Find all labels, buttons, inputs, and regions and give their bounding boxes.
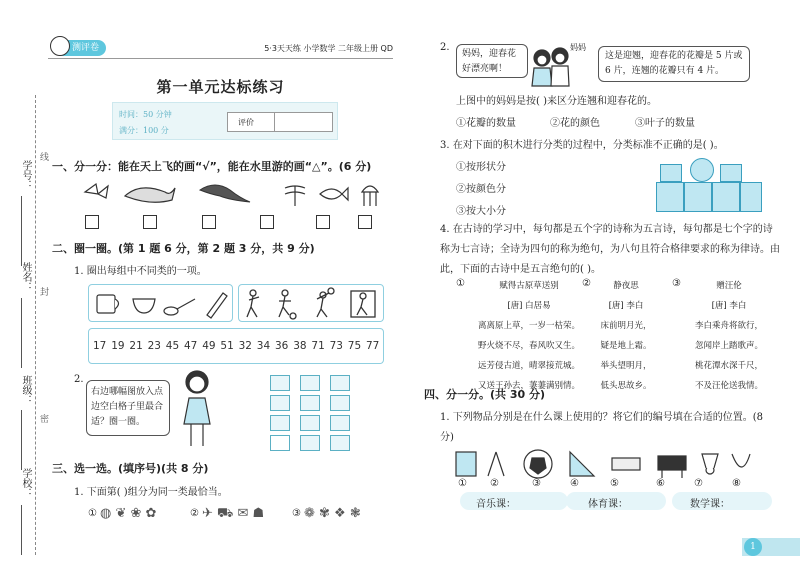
kid-icon xyxy=(530,46,570,88)
item-mark: ③ xyxy=(532,478,541,489)
number-item[interactable]: 32 xyxy=(238,340,252,352)
r-q3: 3. 在对下面的积木进行分类的过程中，分类标准不正确的是( )。 xyxy=(440,140,724,151)
girl-icon xyxy=(176,368,218,454)
kid-bubble: 妈妈，迎春花好漂亮啊！ xyxy=(456,44,528,78)
pencil-icon xyxy=(207,293,227,318)
sports-group xyxy=(238,284,384,322)
student-number-label: 学号： xyxy=(20,160,31,190)
mom-label: 妈妈 xyxy=(570,43,586,52)
grid-cell xyxy=(300,375,320,391)
page-title: 第一单元达标练习 xyxy=(156,78,285,96)
number-item[interactable]: 71 xyxy=(311,340,325,352)
grid-cell xyxy=(330,435,350,451)
music-book-icon xyxy=(456,452,476,476)
answer-box[interactable] xyxy=(143,215,157,229)
s2-q1: 1. 圈出每组中不同类的一项。 xyxy=(74,266,207,277)
section-4-heading: 四、分一分。(共 30 分) xyxy=(424,388,546,401)
animal-pictures xyxy=(80,180,390,208)
grid-cell xyxy=(330,375,350,391)
grid-cell xyxy=(270,415,290,431)
number-item[interactable]: 77 xyxy=(366,340,380,352)
empty-grid-cell[interactable] xyxy=(270,435,290,451)
option-3[interactable]: ③叶子的数量 xyxy=(635,118,695,129)
question-bubble: 右边哪幅图放入点边空白格子里最合适？圈一圈。 xyxy=(86,380,170,436)
r-q2-text: 上图中的妈妈是按( )来区分连翘和迎春花的。 xyxy=(456,96,657,107)
grid-cell xyxy=(270,395,290,411)
number-item[interactable]: 23 xyxy=(147,340,161,352)
eagle-icon xyxy=(200,185,250,202)
grid-cell xyxy=(300,395,320,411)
info-box xyxy=(112,102,338,140)
group-1-mark: ① xyxy=(88,508,97,519)
pe-label: 体育课： xyxy=(588,499,628,510)
jellyfish-icon xyxy=(362,186,378,206)
spoon-icon xyxy=(164,299,195,315)
page-number: 1 xyxy=(744,538,762,556)
grid-cell xyxy=(270,375,290,391)
basketball-player-icon xyxy=(317,288,334,317)
page-header xyxy=(48,40,393,58)
kitchenware-group xyxy=(88,284,233,322)
jump-rope-icon xyxy=(732,454,750,467)
option-2[interactable]: ②按颜色分 xyxy=(456,184,506,195)
number-item[interactable]: 17 xyxy=(93,340,107,352)
test-badge: 测评卷 xyxy=(56,40,106,56)
section-2-heading: 二、圈一圈。(第 1 题 6 分，第 2 题 3 分，共 9 分) xyxy=(52,242,315,255)
poem-1: 赋得古原草送别 [唐] 白居易 离离原上草，一岁一枯荣。 野火烧不尽，春风吹又生。 远芳侵古道，晴翠接荒城。 又送王孙去，萋萋满别情。 xyxy=(477,281,580,391)
piano-icon xyxy=(658,456,686,478)
number-item[interactable]: 19 xyxy=(111,340,125,352)
tennis-player-icon xyxy=(247,290,259,317)
r-s4-q1: 1. 下列物品分别是在什么课上使用的？将它们的编号填在合适的位置。(8 分) xyxy=(440,412,763,443)
name-label: 姓名： xyxy=(20,262,31,292)
r-q4: 4. 在古诗的学习中，每句都是五个字的诗称为五言诗，每句都是七个字的诗称为七言诗；全诗为四句的称为绝句，为八句且符合格律要求的称为律诗。由此，下面的古诗中是五言绝句的( )。 xyxy=(440,224,780,275)
option-1[interactable]: ①按形状分 xyxy=(456,162,506,173)
number-item[interactable]: 75 xyxy=(347,340,362,352)
answer-box[interactable] xyxy=(85,215,99,229)
item-mark: ② xyxy=(490,478,499,489)
school-label: 学校： xyxy=(20,468,31,498)
item-mark: ④ xyxy=(570,478,579,489)
number-item[interactable]: 21 xyxy=(129,340,143,352)
answer-box[interactable] xyxy=(260,215,274,229)
number-item[interactable]: 49 xyxy=(202,340,216,352)
number-item[interactable]: 47 xyxy=(184,340,198,352)
item-mark: ⑧ xyxy=(732,478,741,489)
group-2-mark: ② xyxy=(190,508,199,519)
triangle-ruler-icon xyxy=(570,452,594,476)
number-item[interactable]: 45 xyxy=(165,340,180,352)
grid-cell xyxy=(300,415,320,431)
poem-2: 静夜思 [唐] 李白 床前明月光， 疑是地上霜。 举头望明月， 低头思故乡。 xyxy=(600,281,652,391)
evaluation-box[interactable]: 评价 xyxy=(227,112,333,132)
cut-line xyxy=(35,95,36,555)
kid-face-icon xyxy=(50,36,70,56)
whale-icon xyxy=(125,188,175,202)
poem-3: 赠汪伦 [唐] 李白 李白乘舟将欲行， 忽闻岸上踏歌声。 桃花潭水深千尺， 不及汪伦送我情。 xyxy=(694,281,763,391)
time-label: 时间：50 分钟 xyxy=(119,110,172,119)
answer-box[interactable] xyxy=(316,215,330,229)
soccer-ball-icon xyxy=(524,450,552,478)
option-3[interactable]: ③按大小分 xyxy=(456,206,506,217)
grid-cell xyxy=(330,395,350,411)
item-mark: ⑦ xyxy=(694,478,703,489)
answer-box[interactable] xyxy=(202,215,216,229)
number-item[interactable]: 73 xyxy=(329,340,343,352)
grid-cell xyxy=(330,415,350,431)
number-item[interactable]: 38 xyxy=(293,340,307,352)
poem-area: ① 赋得古原草送别 [唐] 白居易 离离原上草，一岁一枯荣。 野火烧不尽，春风吹又生。 远芳侵古道，晴翠接荒城。 又送王孙去，萋萋满别情。 ② 静夜思 [唐] 李白 床前明月光， 疑是地上霜。 举头望明月， 低头思故乡。 ③ 赠汪伦 [唐] 李白 李白乘舟将欲行， 忽闻岸上踏歌声。 桃花潭水深千尺， 不及汪伦送我情。 xyxy=(456,276,776,386)
animal-group-icon: ❁ ✾ ❖ ❃ xyxy=(304,506,361,521)
harmonica-icon xyxy=(612,458,640,470)
dragonfly-icon xyxy=(285,186,305,206)
cup-icon xyxy=(97,295,119,313)
section-1-heading: 一、分一分：能在天上飞的画“√”，能在水里游的画“△”。(6 分) xyxy=(52,160,372,173)
vehicle-group-icon: ✈ ⛟ ✉ ☗ xyxy=(202,506,265,521)
shuttlecock-icon xyxy=(702,454,718,474)
section-3-heading: 三、选一选。(填序号)(共 8 分) xyxy=(52,462,209,475)
grid-cell xyxy=(300,435,320,451)
fish-icon xyxy=(320,188,348,200)
fruit-group-icon: ◍ ❦ ❀ ✿ xyxy=(100,506,157,521)
answer-box[interactable] xyxy=(358,215,372,229)
bowl-icon xyxy=(133,299,155,313)
music-label: 音乐课： xyxy=(476,499,516,510)
option-1[interactable]: ①花瓣的数量 xyxy=(456,118,516,129)
runner-icon xyxy=(351,291,375,317)
binding-strip: 学号： 姓名： 班级： 学校： 线 封 密 xyxy=(0,0,50,575)
compass-icon xyxy=(488,452,504,476)
option-2[interactable]: ②花的颜色 xyxy=(550,118,600,129)
math-label: 数学课： xyxy=(690,499,730,510)
group-3-mark: ③ xyxy=(292,508,301,519)
number-item[interactable]: 51 xyxy=(220,340,234,352)
number-item[interactable]: 36 xyxy=(275,340,289,352)
item-mark: ⑥ xyxy=(656,478,665,489)
item-mark: ① xyxy=(458,478,467,489)
mom-bubble: 这是迎翘，迎春花的花瓣是 5 片或 6 片，连翘的花瓣只有 4 片。 xyxy=(598,46,750,82)
football-player-icon xyxy=(279,290,296,319)
butterfly-icon xyxy=(85,184,108,198)
picture-grid xyxy=(262,375,348,457)
number-item[interactable]: 34 xyxy=(256,340,271,352)
score-label: 满分：100 分 xyxy=(119,126,169,135)
book-info: 5·3天天练 小学数学 二年级上册 QD xyxy=(264,44,393,53)
class-label: 班级： xyxy=(20,375,31,405)
s3-q1: 1. 下面第( )组分为同一类最恰当。 xyxy=(74,487,228,498)
classroom-items xyxy=(452,448,752,482)
item-mark: ⑤ xyxy=(610,478,619,489)
